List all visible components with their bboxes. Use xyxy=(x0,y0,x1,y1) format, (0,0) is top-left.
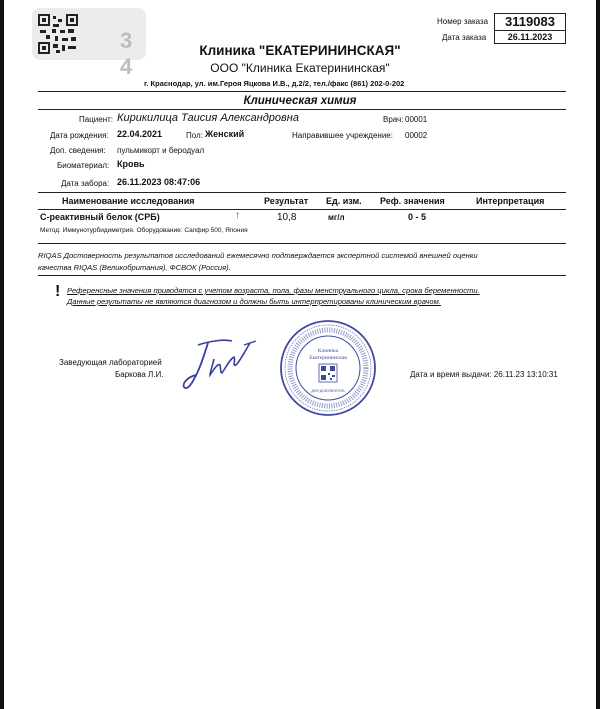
clinic-name: Клиника "ЕКАТЕРИНИНСКАЯ" xyxy=(199,43,401,58)
issue-datetime: Дата и время выдачи: 26.11.23 13:10:31 xyxy=(410,370,558,379)
notice-line-1: Референсные значения приводятся с учетом возраста, пола, фазы менструального цикла, срока беременности. xyxy=(67,286,480,295)
col-header-interp: Интерпретация xyxy=(476,196,545,206)
order-date: 26.11.2023 xyxy=(494,30,566,44)
col-header-ref: Реф. значения xyxy=(380,196,445,206)
riqas-rule xyxy=(38,275,566,276)
extra-info-value: пульмикорт и беродуал xyxy=(117,146,205,155)
warning-exclamation-icon: ! xyxy=(55,283,61,300)
section-title: Клиническая химия xyxy=(243,95,357,107)
patient-label: Пациент: xyxy=(79,115,114,124)
clinic-stamp-seal xyxy=(278,318,378,418)
doctor-code: 00001 xyxy=(405,115,428,124)
stamp-text-3: ДЛЯ ДОКУМЕНТОВ xyxy=(311,389,345,393)
riqas-line-2: качества RIQAS (Великобритания), ФСВОК (Россия). xyxy=(38,263,231,272)
doctor-label: Врач: xyxy=(383,115,404,124)
table-header-rule xyxy=(38,209,566,210)
sex-label: Пол: xyxy=(186,131,203,140)
test-name: С-реактивный белок (СРБ) xyxy=(40,212,160,222)
collection-date-value: 26.11.2023 08:47:06 xyxy=(117,177,201,187)
sex-value: Женский xyxy=(205,129,245,139)
table-top-rule xyxy=(38,192,566,193)
divider-title xyxy=(38,109,566,110)
lab-head-name: Баркова Л.И. xyxy=(115,370,164,379)
test-unit: мг/л xyxy=(328,213,345,222)
collection-date-label: Дата забора: xyxy=(61,179,110,188)
biomaterial-value: Кровь xyxy=(117,159,145,169)
stamp-qr-icon xyxy=(319,364,337,382)
referral-value: 00002 xyxy=(405,131,428,140)
test-ref-range: 0 - 5 xyxy=(408,212,427,222)
col-header-name: Наименование исследования xyxy=(62,196,195,206)
dob-label: Дата рождения: xyxy=(50,131,109,140)
lab-head-label: Заведующая лабораторией xyxy=(59,358,162,367)
biomaterial-label: Биоматериал: xyxy=(57,161,110,170)
order-number: 3119083 xyxy=(494,13,566,31)
referral-label: Направившее учреждение: xyxy=(292,131,393,140)
stamp-text-1: Клиника xyxy=(317,348,339,354)
clinic-address: г. Краснодар, ул. им.Героя Яцкова И.В., д.2/2, тел./факс (861) 202-0-202 xyxy=(144,79,405,88)
divider-top xyxy=(38,91,566,92)
table-bottom-rule xyxy=(38,243,566,244)
col-header-unit: Ед. изм. xyxy=(326,196,362,206)
dob-value: 22.04.2021 xyxy=(117,129,163,139)
col-header-result: Результат xyxy=(264,196,309,206)
signature xyxy=(180,335,260,395)
clinic-org: ООО "Клиника Екатерининская" xyxy=(210,61,390,75)
order-number-label: Номер заказа xyxy=(437,17,489,26)
riqas-line-1: RIQAS Достоверность результатов исследований ежемесячно подтверждается экспертной системой внешней оценки xyxy=(38,251,478,260)
qr-watermark-number: 3 4 xyxy=(120,28,133,79)
method-note: Метод: Иммунотурбидиметрия. Оборудование: Сапфир 500, Япония xyxy=(40,227,248,234)
stamp-text-2: Екатерининская xyxy=(309,355,347,361)
extra-info-label: Доп. сведения: xyxy=(50,146,106,155)
order-date-label: Дата заказа xyxy=(442,33,487,42)
high-flag-arrow-icon: ↑ xyxy=(235,210,240,221)
test-result: 10,8 xyxy=(277,212,297,223)
patient-name: Кирикилица Таисия Александровна xyxy=(117,112,299,124)
notice-line-2: Данные результаты не являются диагнозом и должны быть интерпретированы клиническим врачом. xyxy=(67,297,441,306)
